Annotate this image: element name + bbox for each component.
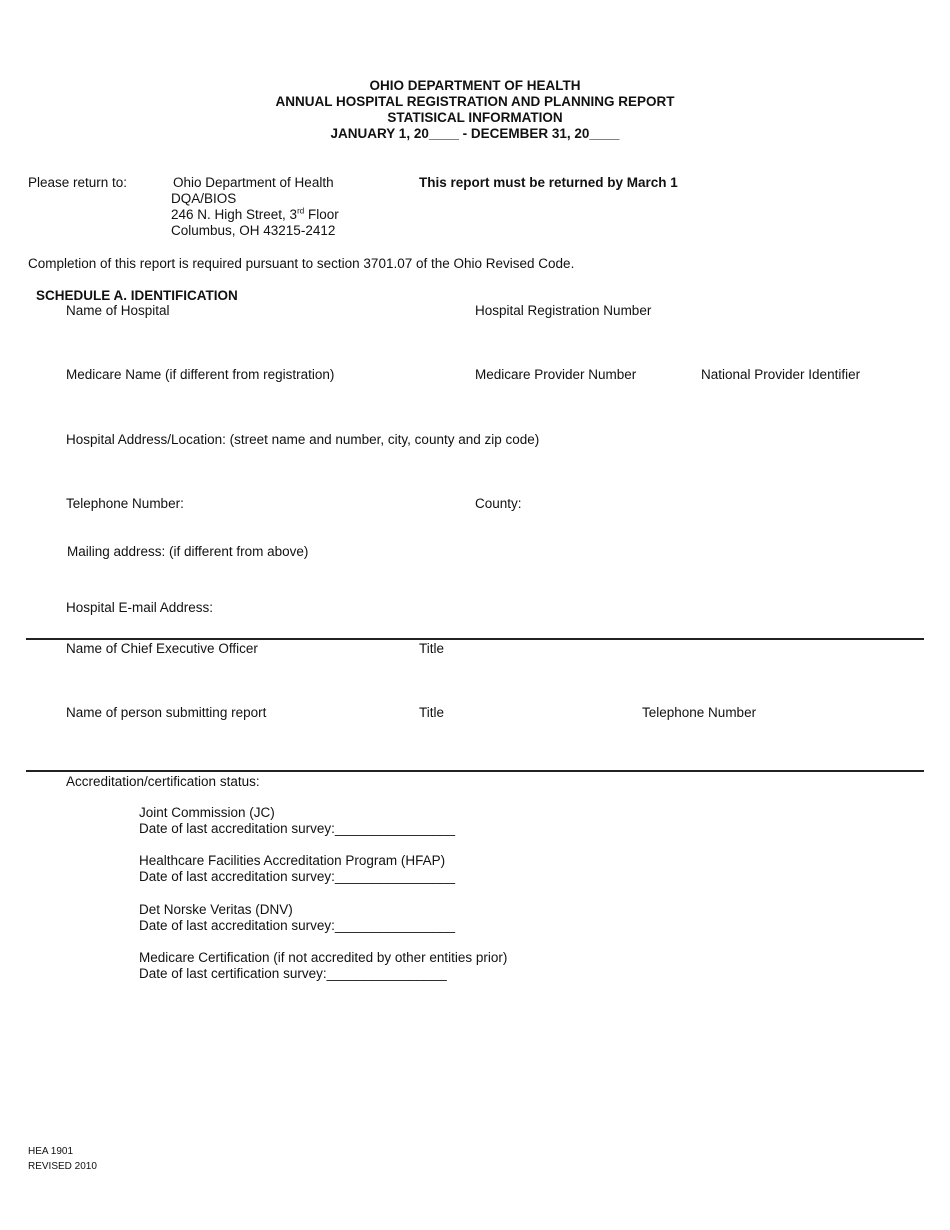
submitter-phone-label: Telephone Number	[642, 705, 757, 720]
medicare-provider-number-label: Medicare Provider Number	[475, 367, 637, 382]
ceo-label: Name of Chief Executive Officer	[66, 641, 258, 656]
accreditation-item-date: Date of last accreditation survey:________________	[139, 821, 455, 836]
completion-note: Completion of this report is required pursuant to section 3701.07 of the Ohio Revised Code.	[28, 256, 575, 271]
email-label: Hospital E-mail Address:	[66, 600, 214, 615]
accreditation-item-name: Medicare Certification (if not accredited by other entities prior)	[139, 950, 508, 965]
submitter-title-label: Title	[419, 705, 445, 720]
submitter-label: Name of person submitting report	[66, 705, 267, 720]
ceo-title-label: Title	[419, 641, 445, 656]
return-dept: DQA/BIOS	[171, 191, 237, 206]
header-line-4: JANUARY 1, 20____ - DECEMBER 31, 20____	[330, 126, 620, 141]
return-street: 246 N. High Street, 3rd Floor	[171, 206, 339, 222]
accreditation-item-date: Date of last accreditation survey:________________	[139, 918, 455, 933]
accreditation-item-date: Date of last certification survey:________________	[139, 966, 447, 981]
accreditation-item-date: Date of last accreditation survey:________________	[139, 869, 455, 884]
medicare-name-label: Medicare Name (if different from registration)	[66, 367, 335, 382]
header-line-1: OHIO DEPARTMENT OF HEALTH	[369, 78, 581, 93]
address-label: Hospital Address/Location: (street name and number, city, county and zip code)	[66, 432, 540, 447]
section-divider-2	[26, 770, 924, 772]
header-line-3: STATISICAL INFORMATION	[387, 110, 563, 125]
return-city: Columbus, OH 43215-2412	[171, 223, 336, 238]
return-to-label: Please return to:	[28, 175, 128, 190]
header-line-2: ANNUAL HOSPITAL REGISTRATION AND PLANNING REPORT	[275, 94, 675, 109]
accreditation-item-name: Det Norske Veritas (DNV)	[139, 902, 293, 917]
npi-label: National Provider Identifier	[701, 367, 861, 382]
form-id: HEA 1901	[28, 1146, 74, 1157]
accreditation-item-name: Healthcare Facilities Accreditation Program (HFAP)	[139, 853, 446, 868]
county-label: County:	[475, 496, 522, 511]
mailing-address-label: Mailing address: (if different from above)	[67, 544, 309, 559]
accreditation-label: Accreditation/certification status:	[66, 774, 260, 789]
deadline-notice: This report must be returned by March 1	[419, 175, 678, 190]
return-org: Ohio Department of Health	[173, 175, 334, 190]
registration-number-label: Hospital Registration Number	[475, 303, 652, 318]
schedule-a-heading: SCHEDULE A. IDENTIFICATION	[36, 288, 238, 303]
section-divider-1	[26, 638, 924, 640]
name-of-hospital-label: Name of Hospital	[66, 303, 170, 318]
revised-date: REVISED 2010	[28, 1161, 97, 1172]
accreditation-item-name: Joint Commission (JC)	[139, 805, 275, 820]
telephone-label: Telephone Number:	[66, 496, 184, 511]
